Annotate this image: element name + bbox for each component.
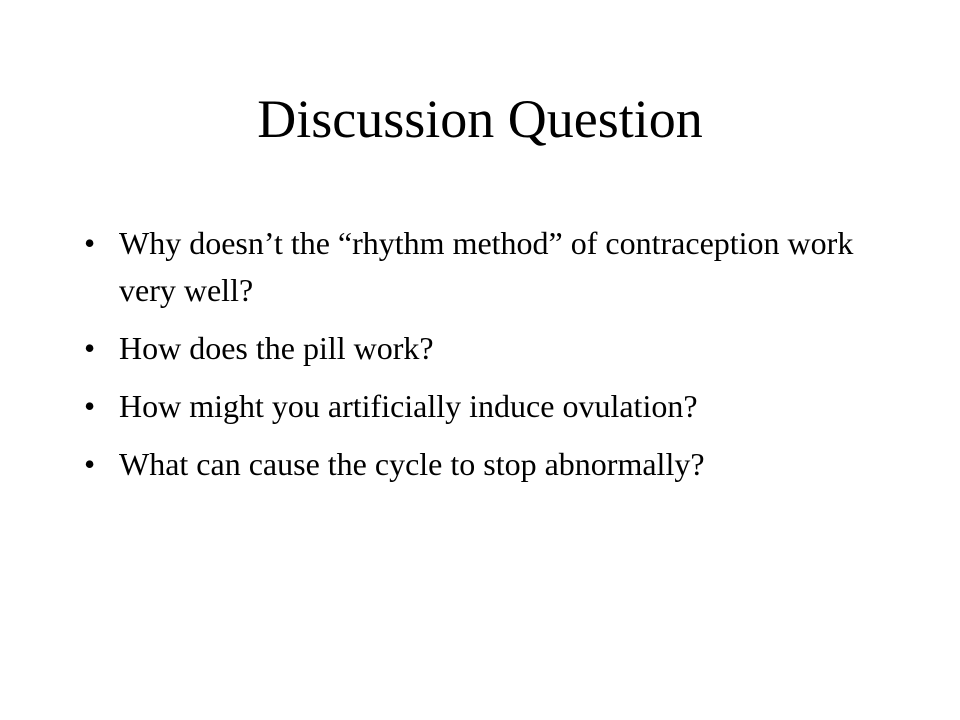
bullet-marker: • bbox=[84, 225, 96, 261]
bullet-item bbox=[84, 220, 904, 314]
bullet-list bbox=[84, 220, 904, 499]
bullet-text: How does the pill work? bbox=[119, 330, 434, 366]
bullet-item bbox=[84, 383, 904, 430]
bullet-text: How might you artificially induce ovulation? bbox=[119, 388, 698, 424]
bullet-marker: • bbox=[84, 388, 96, 424]
bullet-marker: • bbox=[84, 330, 96, 366]
bullet-item bbox=[84, 441, 904, 488]
bullet-marker: • bbox=[84, 446, 96, 482]
slide-title: Discussion Question bbox=[257, 89, 703, 149]
bullet-text: Why doesn’t the “rhythm method” of contraception work very well? bbox=[119, 225, 854, 308]
bullet-text: What can cause the cycle to stop abnormally? bbox=[119, 446, 705, 482]
bullet-item bbox=[84, 325, 904, 372]
